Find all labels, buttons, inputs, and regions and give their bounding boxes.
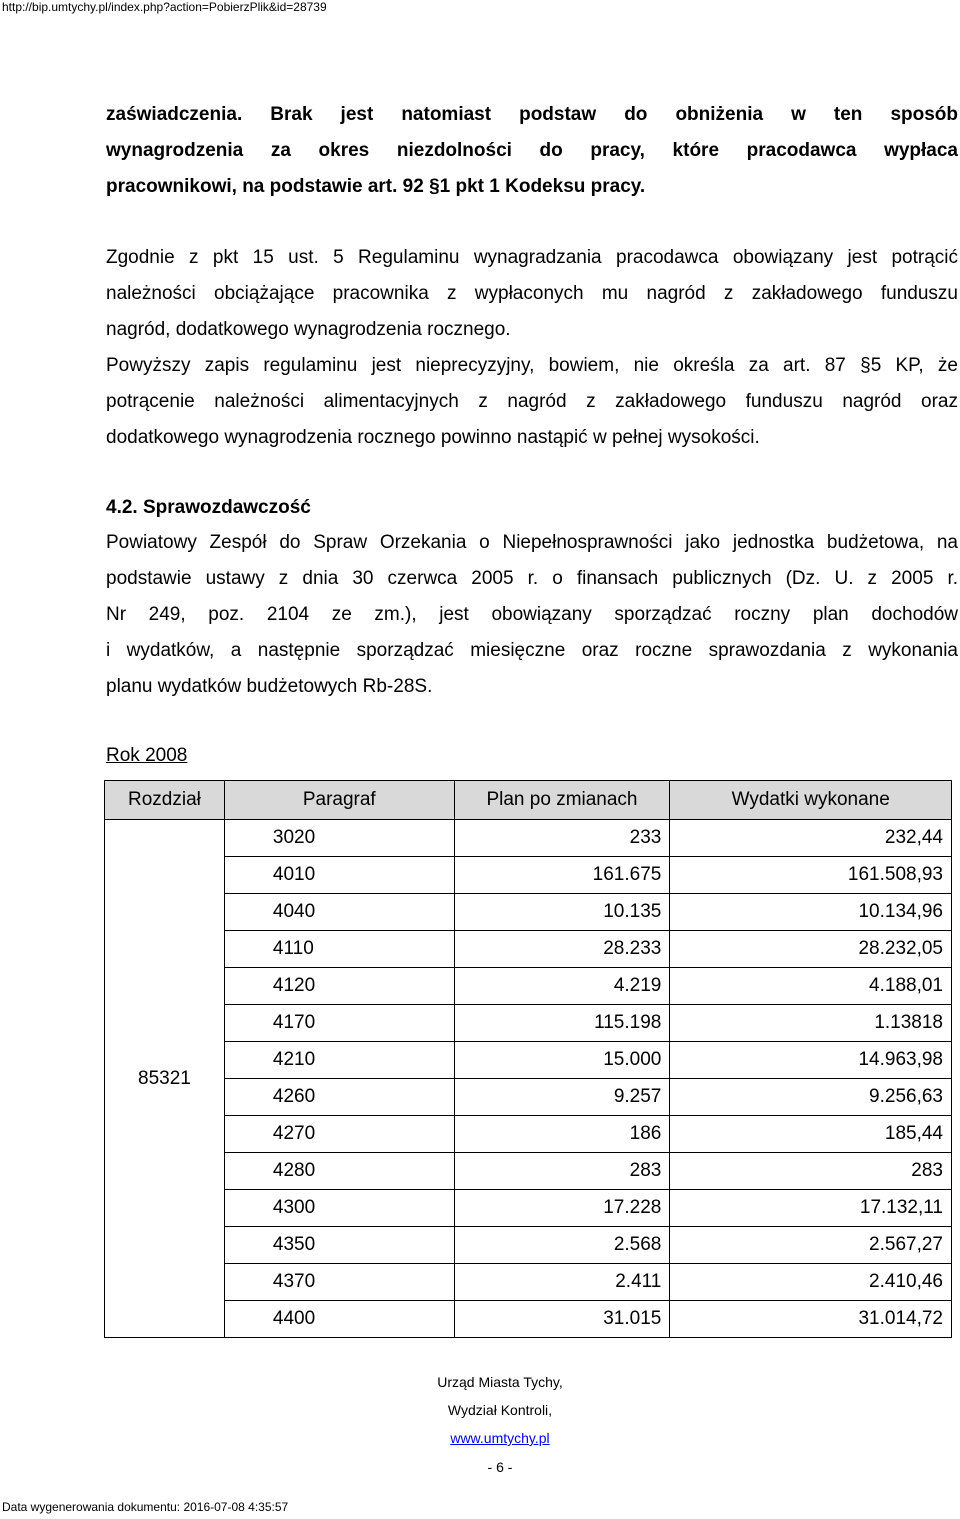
- paragraph-line: dodatkowego wynagrodzenia rocznego powinno nastąpić w pełnej wysokości.: [106, 427, 760, 448]
- paragraf-cell: 4350: [224, 1227, 454, 1264]
- table-row: [105, 931, 952, 968]
- footer-org: Urząd Miasta Tychy,: [437, 1374, 563, 1390]
- wydatki-cell: 232,44: [670, 820, 952, 857]
- source-url: http://bip.umtychy.pl/index.php?action=PobierzPlik&id=28739: [2, 0, 327, 14]
- website-link[interactable]: www.umtychy.pl: [450, 1430, 550, 1446]
- table-row: [105, 1079, 952, 1116]
- plan-cell: 2.411: [454, 1264, 670, 1301]
- paragraf-cell: 3020: [224, 820, 454, 857]
- paragraf-cell: 4010: [224, 857, 454, 894]
- wydatki-cell: 17.132,11: [670, 1190, 952, 1227]
- header-wydatki: Wydatki wykonane: [670, 781, 952, 820]
- plan-cell: 161.675: [454, 857, 670, 894]
- table-row: [105, 1190, 952, 1227]
- section-heading-text: 4.2. Sprawozdawczość: [106, 497, 311, 518]
- wydatki-cell: 2.567,27: [670, 1227, 952, 1264]
- paragraf-cell: 4040: [224, 894, 454, 931]
- table-row: [105, 1153, 952, 1190]
- table-row: [105, 1264, 952, 1301]
- plan-cell: 28.233: [454, 931, 670, 968]
- table-row: [105, 857, 952, 894]
- table-row: [105, 1116, 952, 1153]
- paragraph-line: Powiatowy Zespół do Spraw Orzekania o Niepełnosprawności jako jednostka budżetowa, na: [106, 532, 958, 553]
- wydatki-cell: 161.508,93: [670, 857, 952, 894]
- paragraph-line: nagród, dodatkowego wynagrodzenia rocznego.: [106, 319, 511, 340]
- paragraf-cell: 4270: [224, 1116, 454, 1153]
- paragraph-regulation: [106, 240, 958, 348]
- plan-cell: 233: [454, 820, 670, 857]
- wydatki-cell: 10.134,96: [670, 894, 952, 931]
- plan-cell: 15.000: [454, 1042, 670, 1079]
- wydatki-cell: 185,44: [670, 1116, 952, 1153]
- wydatki-cell: 9.256,63: [670, 1079, 952, 1116]
- section-heading: [106, 490, 958, 526]
- paragraf-cell: 4370: [224, 1264, 454, 1301]
- header-plan: Plan po zmianach: [454, 781, 670, 820]
- plan-cell: 17.228: [454, 1190, 670, 1227]
- footer-website: [380, 1430, 620, 1446]
- header-paragraf: Paragraf: [224, 781, 454, 820]
- wydatki-cell: 4.188,01: [670, 968, 952, 1005]
- paragraf-cell: 4210: [224, 1042, 454, 1079]
- plan-cell: 2.568: [454, 1227, 670, 1264]
- wydatki-cell: 1.13818: [670, 1005, 952, 1042]
- paragraph-line: planu wydatków budżetowych Rb-28S.: [106, 676, 433, 697]
- paragraph-line: Zgodnie z pkt 15 ust. 5 Regulaminu wynagradzania pracodawca obowiązany jest potrącić: [106, 247, 958, 268]
- paragraph-salary-reduction: [106, 97, 958, 205]
- plan-cell: 31.015: [454, 1301, 670, 1338]
- plan-cell: 4.219: [454, 968, 670, 1005]
- paragraph-imprecise-rule: [106, 348, 958, 456]
- paragraph-line: Nr 249, poz. 2104 ze zm.), jest obowiązany sporządzać roczny plan dochodów: [106, 604, 958, 625]
- wydatki-cell: 14.963,98: [670, 1042, 952, 1079]
- plan-cell: 10.135: [454, 894, 670, 931]
- paragraph-line: wynagrodzenia za okres niezdolności do pracy, które pracodawca wypłaca: [106, 140, 958, 161]
- paragraf-cell: 4300: [224, 1190, 454, 1227]
- paragraph-reporting: [106, 525, 958, 705]
- wydatki-cell: 2.410,46: [670, 1264, 952, 1301]
- paragraph-line: pracownikowi, na podstawie art. 92 §1 pkt 1 Kodeksu pracy.: [106, 176, 646, 197]
- paragraph-line: Powyższy zapis regulaminu jest nieprecyzyjny, bowiem, nie określa za art. 87 §5 KP, że: [106, 355, 958, 376]
- footer-dept: Wydział Kontroli,: [447, 1402, 553, 1418]
- paragraph-line: zaświadczenia. Brak jest natomiast podstaw do obniżenia w ten sposób: [106, 104, 958, 125]
- table-row: [105, 894, 952, 931]
- rozdzial-cell: 85321: [105, 820, 225, 1338]
- table-row: [105, 968, 952, 1005]
- paragraph-line: i wydatków, a następnie sporządzać miesięczne oraz roczne sprawozdania z wykonania: [106, 640, 958, 661]
- wydatki-cell: 28.232,05: [670, 931, 952, 968]
- plan-cell: 186: [454, 1116, 670, 1153]
- table-row: [105, 1042, 952, 1079]
- table-row: [105, 1301, 952, 1338]
- paragraf-cell: 4110: [224, 931, 454, 968]
- wydatki-cell: 283: [670, 1153, 952, 1190]
- paragraf-cell: 4400: [224, 1301, 454, 1338]
- table-row: [105, 1227, 952, 1264]
- paragraph-line: należności obciążające pracownika z wypłaconych mu nagród z zakładowego funduszu: [106, 283, 958, 304]
- expenditure-table: [104, 780, 952, 1338]
- paragraf-cell: 4170: [224, 1005, 454, 1042]
- page-number: - 6 -: [487, 1459, 513, 1475]
- plan-cell: 115.198: [454, 1005, 670, 1042]
- paragraf-cell: 4260: [224, 1079, 454, 1116]
- wydatki-cell: 31.014,72: [670, 1301, 952, 1338]
- table-row: [105, 1005, 952, 1042]
- table-row: [105, 820, 952, 857]
- paragraph-line: potrącenie należności alimentacyjnych z nagród z zakładowego funduszu nagród oraz: [106, 391, 958, 412]
- table-header-row: [105, 781, 952, 820]
- paragraf-cell: 4280: [224, 1153, 454, 1190]
- generation-timestamp: Data wygenerowania dokumentu: 2016-07-08 4:35:57: [2, 1500, 289, 1514]
- plan-cell: 9.257: [454, 1079, 670, 1116]
- year-label: Rok 2008: [106, 745, 188, 766]
- paragraf-cell: 4120: [224, 968, 454, 1005]
- header-rozdzial: Rozdział: [105, 781, 225, 820]
- paragraph-line: podstawie ustawy z dnia 30 czerwca 2005 r. o finansach publicznych (Dz. U. z 2005 r.: [106, 568, 958, 589]
- plan-cell: 283: [454, 1153, 670, 1190]
